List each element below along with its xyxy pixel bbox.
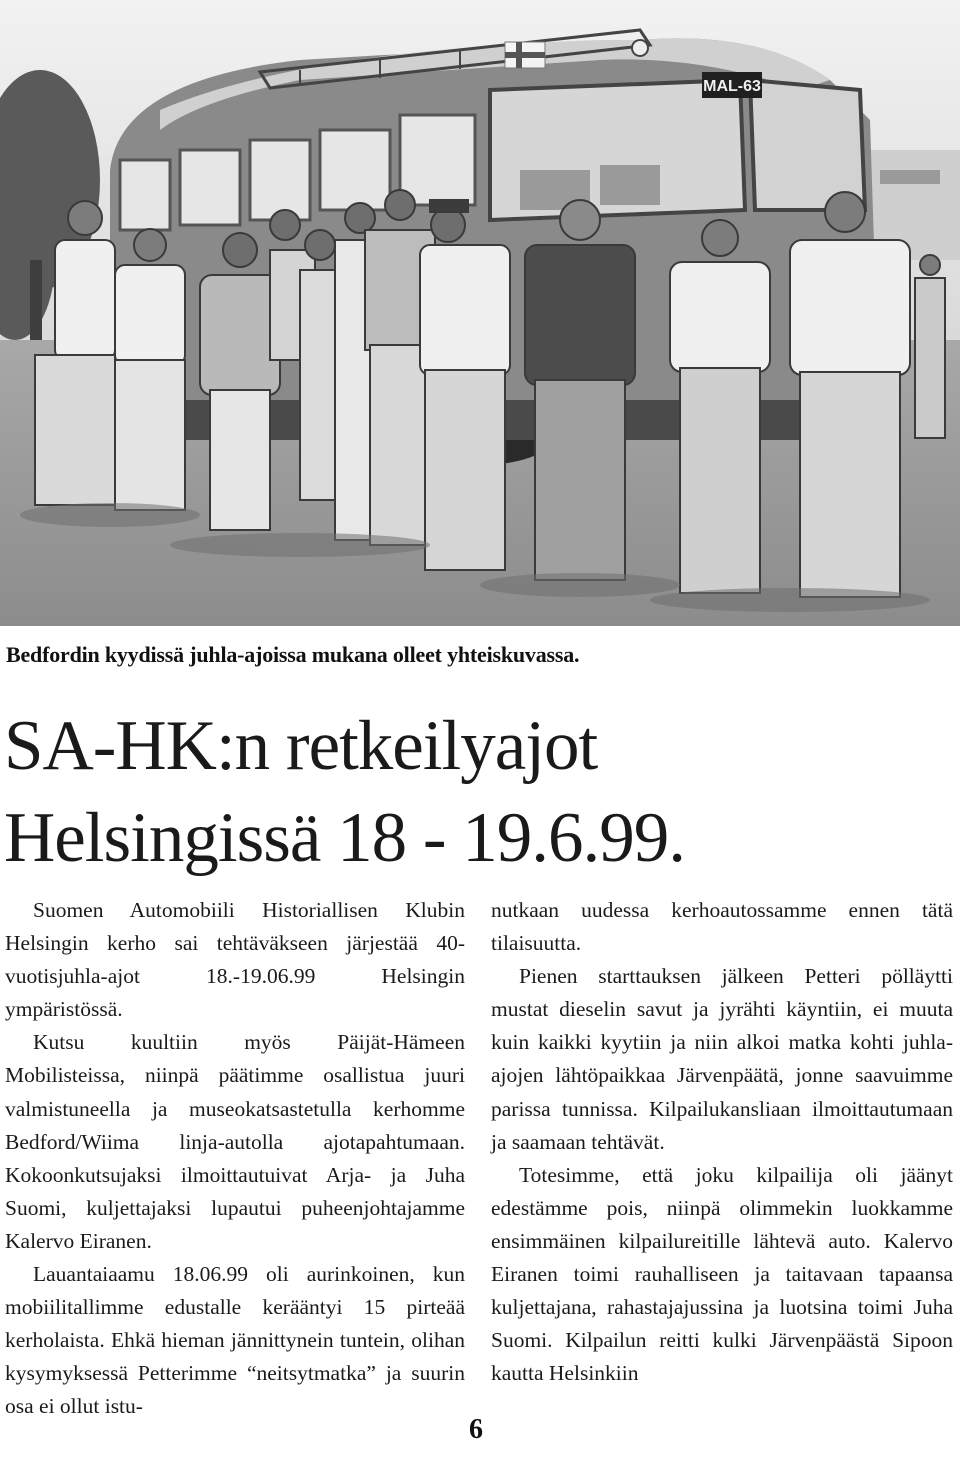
paragraph: nutkaan uudessa kerhoautossamme ennen tätä tilaisuutta. [491, 898, 953, 956]
paragraph: Pienen starttauksen jälkeen Petteri pölläytti mustat dieselin savut ja jyrähti käyntiin, ei muuta kuin kaikki kyytiin ja niin alkoi matka kohti juhla-ajojen lähtöpaikkaa Järvenpäätä, jonne saavuimme parissa tunnissa. Kilpailukansliaan ilmoittautumaan ja saamaan tehtävät. [491, 964, 953, 1154]
paragraph: Kutsu kuultiin myös Päijät-Hämeen Mobilisteissa, niinpä päätimme osallistua juuri valmistuneella ja museokatsastetulla kerhomme Bedford/Wiima linja-autolla ajotapahtumaan. Kokoonkutsujaksi ilmoittautuivat Arja- ja Juha Suomi, kuljettajaksi lupautui puheenjohtajamme Kalervo Eiranen. [5, 1030, 465, 1253]
photo-caption: Bedfordin kyydissä juhla-ajoissa mukana olleet yhteiskuvassa. [6, 642, 580, 667]
headline-line-1: SA-HK:n retkeilyajot [4, 707, 598, 785]
paragraph: Lauantaiaamu 18.06.99 oli aurinkoinen, kun mobiilitallimme edustalle kerääntyi 15 pirteää kerholaista. Ehkä hieman jännittynein tuntein, olihan kysymyksessä Petterimme “neitsytmatka” ja suurin osa ei ollut istu- [5, 1262, 465, 1419]
paragraph: Totesimme, että joku kilpailija oli jäänyt edestämme pois, niinpä olimmekin luokkamme ensimmäinen kilpailureitille lähtevä auto. Kalervo Eiranen toimi rauhalliseen ja taitavaan tapaansa kuljettajana, rahastajajussina ja luotsina toimi Juha Suomi. Kilpailun reitti kulki Järvenpäästä Sipoon kautta Helsinkiin [491, 1162, 953, 1386]
left-column [5, 894, 465, 1424]
right-column [491, 894, 953, 1390]
page-number: 6 [469, 1414, 483, 1445]
paragraph: Suomen Automobiili Historiallisen Klubin Helsingin kerho sai tehtäväkseen järjestää 40-vuotisjuhla-ajot 18.-19.06.99 Helsingin ympäristössä. [5, 898, 465, 1022]
group-photo [0, 0, 960, 626]
headline-line-2: Helsingissä 18 - 19.6.99. [4, 799, 686, 877]
article-headline [4, 700, 685, 884]
license-plate: MAL-63 [703, 78, 761, 95]
